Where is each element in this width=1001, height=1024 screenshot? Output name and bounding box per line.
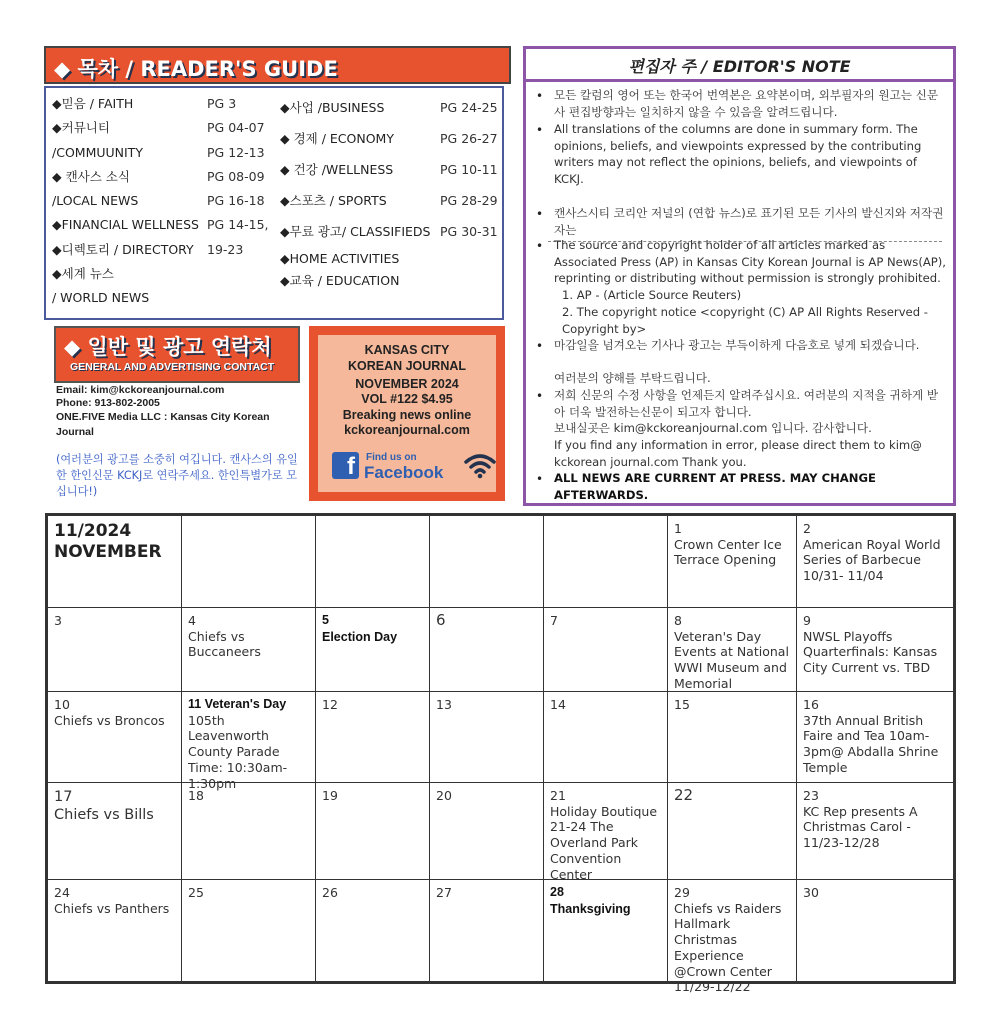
day-number: 2: [803, 521, 811, 536]
calendar-day: [430, 783, 544, 880]
journal-issue: NOVEMBER 2024: [355, 377, 459, 391]
calendar-day: [430, 880, 544, 981]
bullet-icon: •: [536, 472, 544, 486]
rg-page: PG 26-27: [440, 131, 498, 146]
contact-phone: Phone: 913-802-2005: [56, 397, 160, 409]
calendar-day: [316, 783, 430, 880]
calendar-day: [668, 516, 797, 608]
rg-page: PG 10-11: [440, 162, 498, 177]
calendar-day: [797, 692, 953, 783]
calendar-day: [668, 608, 797, 692]
calendar-day: [797, 608, 953, 692]
editors-note-box: [523, 46, 956, 506]
day-number: 23: [803, 788, 819, 803]
rg-item: ◆FINANCIAL WELLNESS: [52, 217, 199, 233]
day-number: 28: [550, 885, 564, 899]
day-number: 25: [188, 885, 204, 900]
day-number: 27: [436, 885, 452, 900]
rg-item: ◆HOME ACTIVITIES: [280, 251, 400, 266]
calendar-heading: [48, 516, 182, 608]
rg-item: ◆ 건강 /WELLNESS: [280, 162, 394, 177]
calendar-day: [544, 783, 668, 880]
day-number: 17: [54, 789, 73, 805]
contact-note: (여러분의 광고를 소중히 여깁니다. 캔사스의 유일한 한인신문 KCKJ로 연락주세요. 한인특별가로 모십니다!): [56, 453, 298, 498]
note-text: 마감일을 넘겨오는 기사나 광고는 부득이하게 다음호로 넣게 되겠습니다.: [554, 338, 920, 352]
calendar-day: [544, 608, 668, 692]
day-number: 8: [674, 613, 682, 628]
rg-item: ◆커뮤니티: [52, 120, 110, 136]
rg-page: PG 28-29: [440, 193, 498, 208]
day-number: 20: [436, 788, 452, 803]
contact-company: ONE.FIVE Media LLC : Kansas City Korean: [56, 411, 270, 423]
day-number: 30: [803, 885, 819, 900]
rg-page: PG 08-09: [207, 168, 265, 184]
editors-note-title: 편집자 주 / EDITOR'S NOTE: [628, 57, 851, 76]
day-number: 9: [803, 613, 811, 628]
rg-item: ◆ 경제 / ECONOMY: [280, 131, 394, 146]
day-event: Chiefs vs Bills: [54, 807, 154, 823]
calendar-month-label: NOVEMBER: [54, 542, 162, 562]
calendar-day: [668, 783, 797, 880]
calendar-day-empty: [316, 516, 430, 608]
day-number: 21: [550, 788, 566, 803]
calendar-day: [48, 608, 182, 692]
contact-subtitle: GENERAL AND ADVERTISING CONTACT: [70, 361, 275, 373]
journal-volume: VOL #122 $4.95: [361, 392, 453, 406]
journal-line: KOREAN JOURNAL: [347, 359, 467, 373]
day-event: Chiefs vs Broncos: [54, 712, 165, 728]
day-event: KC Rep presents A Christmas Carol - 11/23-12/28: [803, 803, 918, 851]
readers-guide-banner: ◆ 목차 / READER'S GUIDE: [44, 46, 511, 84]
calendar-day: [797, 783, 953, 880]
day-number: 11 Veteran's Day: [188, 697, 287, 711]
day-number: 3: [54, 613, 62, 628]
day-number: 1: [674, 521, 682, 536]
day-number: 13: [436, 697, 452, 712]
rg-page: PG 12-13: [207, 144, 265, 160]
facebook-icon[interactable]: f: [332, 452, 359, 479]
rg-item: /COMMUUNITY: [52, 144, 143, 160]
rg-item: ◆사업 /BUSINESS: [280, 100, 385, 115]
rg-item: ◆디렉토리 / DIRECTORY: [52, 241, 194, 257]
note-text: 여러분의 양해를 부탁드립니다.: [554, 371, 711, 385]
day-number: 6: [436, 611, 446, 629]
note-text: All translations of the columns are done in summary form. The opinions, beliefs, and viewpoints expressed by the contributing writers may not reflect the opinions, beliefs, and viewpoints of KCKJ.: [554, 122, 922, 186]
bullet-icon: •: [536, 123, 544, 137]
bullet-icon: •: [536, 239, 544, 253]
contact-banner: [54, 326, 300, 383]
calendar-day-empty: [544, 516, 668, 608]
rg-item: ◆무료 광고/ CLASSIFIEDS: [280, 224, 431, 239]
november-calendar: [45, 513, 956, 995]
rg-page: PG 24-25: [440, 100, 498, 115]
calendar-day: [797, 516, 953, 608]
bullet-icon: •: [536, 389, 544, 403]
day-event: Crown Center Ice Terrace Opening: [674, 536, 782, 568]
rg-page: PG 04-07: [207, 120, 265, 136]
journal-info-box: [309, 326, 505, 501]
calendar-day: [48, 783, 182, 880]
day-event: Election Day: [322, 629, 398, 644]
day-event: Thanksgiving: [550, 901, 631, 916]
day-number: 19: [322, 788, 338, 803]
calendar-day: [797, 880, 953, 981]
day-event: 37th Annual British Faire and Tea 10am-3pm@ Abdalla Shrine Temple: [803, 712, 939, 775]
journal-line: KANSAS CITY: [364, 343, 450, 357]
day-event: Chiefs vs Buccaneers: [188, 628, 261, 660]
day-event: American Royal World Series of Barbecue 10/31- 11/04: [803, 536, 941, 584]
calendar-day: [430, 692, 544, 783]
rg-page: PG 3: [207, 96, 237, 111]
note-text: 1. AP - (Article Source Reuters): [562, 288, 742, 302]
note-text: 저희 신문의 수정 사항을 언제든지 알려주십시요. 여러분의 지적을 귀하게 받아 더욱 발전하는신문이 되고자 합니다.: [554, 388, 939, 419]
calendar-day: [316, 880, 430, 981]
calendar-day: [182, 692, 316, 791]
calendar-day: [48, 880, 182, 981]
note-text: 보내실곳은 kim@kckoreanjournal.com 입니다. 감사합니다.: [554, 421, 872, 435]
day-event: NWSL Playoffs Quarterfinals: Kansas City Current vs. TBD: [803, 628, 938, 676]
day-event: Chiefs vs Raiders Hallmark Christmas Experience @Crown Center 11/29-12/22: [674, 900, 782, 995]
day-number: 26: [322, 885, 338, 900]
rg-page: PG 14-15,: [207, 217, 269, 233]
bullet-icon: •: [536, 89, 544, 103]
day-number: 4: [188, 613, 196, 628]
day-number: 10: [54, 697, 70, 712]
rg-item: / WORLD NEWS: [52, 290, 150, 306]
rg-item: ◆교육 / EDUCATION: [280, 273, 400, 288]
day-number: 16: [803, 697, 819, 712]
day-number: 7: [550, 613, 558, 628]
calendar-day: [544, 880, 668, 981]
rg-item: /LOCAL NEWS: [52, 193, 139, 209]
calendar-day: [182, 880, 316, 981]
rg-page: PG 30-31: [440, 224, 498, 239]
note-text: 캔사스시티 코리안 저널의 (연합 뉴스)로 표기된 모든 기사의 발신지와 저작권자는: [554, 206, 944, 237]
day-event: Holiday Boutique 21-24 The Overland Park Convention Center: [550, 803, 658, 882]
note-text: If you find any information in error, please direct them to kim@ kckorean journal.com Thank you.: [554, 438, 922, 469]
calendar-day: [316, 608, 430, 692]
rg-item: ◆세계 뉴스: [52, 266, 114, 282]
journal-website[interactable]: kckoreanjournal.com: [344, 423, 470, 437]
rg-left-items: [52, 92, 199, 311]
rg-right-items: [280, 92, 431, 291]
rg-item: ◆믿음 / FAITH: [52, 96, 134, 111]
calendar-day-empty: [430, 516, 544, 608]
day-number: 22: [674, 786, 694, 804]
note-text: 2. The copyright notice <copyright (C) AP All Rights Reserved - Copyright by>: [562, 305, 928, 336]
day-event: Chiefs vs Panthers: [54, 900, 170, 916]
calendar-date-label: 11/2024: [54, 521, 132, 541]
note-text-bold: ALL NEWS ARE CURRENT AT PRESS. MAY CHANGE AFTERWARDS.: [554, 471, 876, 502]
calendar-day-empty: [182, 516, 316, 608]
calendar-day: [544, 692, 668, 783]
note-text: The source and copyright holder of all articles marked as Associated Press (AP) in Kansas City Korean Journal is AP News(AP), reprinting or distributing without permission is strongly prohibited.: [554, 238, 946, 286]
day-number: 14: [550, 697, 566, 712]
day-number: 18: [188, 788, 204, 803]
calendar-day: [668, 692, 797, 783]
bullet-icon: •: [536, 207, 544, 221]
day-number: 5: [322, 613, 329, 627]
contact-company: Journal: [56, 426, 94, 438]
facebook-find-label: Find us on: [366, 452, 417, 463]
calendar-day: [182, 608, 316, 692]
rg-page: 19-23: [207, 241, 244, 257]
day-event: 105th Leavenworth County Parade Time: 10:30am-1:30pm: [188, 712, 288, 791]
calendar-day: [668, 880, 797, 995]
rg-item: ◆ 캔사스 소식: [52, 168, 130, 184]
calendar-day: [316, 692, 430, 783]
contact-email[interactable]: Email: kim@kckoreanjournal.com: [56, 384, 225, 396]
calendar-day: [48, 692, 182, 783]
rg-right-pages: [440, 92, 498, 247]
rg-left-pages: [207, 92, 269, 262]
day-number: 29: [674, 885, 690, 900]
calendar-day: [182, 783, 316, 880]
facebook-label[interactable]: Facebook: [364, 463, 444, 482]
day-number: 24: [54, 885, 70, 900]
wifi-icon: [464, 451, 496, 479]
contact-title: ◆ 일반 및 광고 연락처: [64, 335, 272, 359]
day-event: Veteran's Day Events at National WWI Museum and Memorial: [674, 628, 789, 691]
rg-page: PG 16-18: [207, 193, 265, 209]
note-text: 모든 칼럼의 영어 또는 한국어 번역본은 요약본이며, 외부필자의 원고는 신문사 편집방향과는 일치하지 않을 수 있음을 알려드립니다.: [554, 88, 939, 119]
journal-breaking: Breaking news online: [342, 408, 472, 422]
readers-guide-box: [44, 86, 504, 320]
calendar-day: [430, 608, 544, 692]
divider: [526, 79, 953, 82]
day-number: 12: [322, 697, 338, 712]
rg-item: ◆스포츠 / SPORTS: [280, 193, 387, 208]
day-number: 15: [674, 697, 690, 712]
bullet-icon: •: [536, 339, 544, 353]
